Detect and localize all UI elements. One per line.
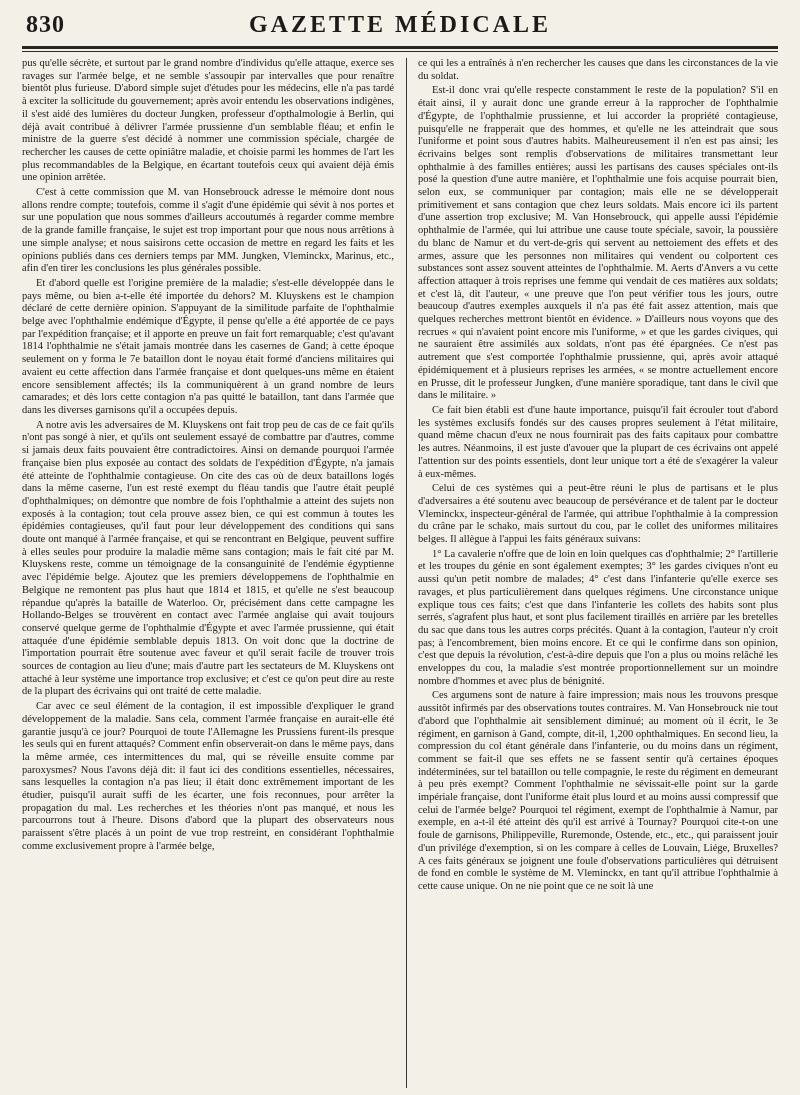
paragraph: C'est à cette commission que M. van Honsebrouck adresse le mémoire dont nous allons rendre compte; toutefois, comme il s'agit d'une épidémie qui sévit à nos portes et sur une population que nous sommes d'ailleurs accoutumés à regarder comme membre de la grande famille française, le sujet est trop important pour que nous nous arrêtions à une simple analyse; et nous saisirons cette occasion de mettre en regard les faits et les opinions publiés dans ces derniers temps par MM. Jungken, Vleminckx, Marinus, etc., afin d'en tirer les conclusions les plus générales possible. (22, 187, 394, 275)
left-column (22, 58, 394, 1088)
journal-title: GAZETTE MÉDICALE (248, 12, 552, 38)
right-column (418, 58, 778, 1088)
page-number: 830 (26, 12, 65, 38)
column-divider (406, 58, 407, 1088)
paragraph: Est-il donc vrai qu'elle respecte constamment le reste de la population? S'il en était ainsi, il y aurait donc une grande erreur à la rapprocher de l'ophthalmie d'Égypte, de l'ophthalmie prussienne, et lui accorder la propriété contagieuse, puisqu'elle ne frapperait que des hommes, et qu'elle ne les atteindrait que sous l'uniforme et point sous d'autres habits. Malheureusement il n'en est pas ainsi; les écrivains belges sont remplis d'observations de militaires transmettant leur ophthalmie à des familles entières; aussi les partisans des causes spéciales ont-ils posé la question d'une autre manière, et l'ophthalmie une fois acquise pourrait bien, selon eux, se communiquer par contagion; mais elle ne se développerait primitivement et sans contagion que chez leurs soldats. Mais encore ici ils partent d'une assertion trop exclusive; M. Van Honsebrouck, qui appelle aussi l'épidémie ophthalmie de l'armée, qui lui attribue une cause toute spéciale, savoir, la poussière du blanc de Namur et du vert-de-gris qui servent au nettoiement des effets et des armes, assure que les personnes non militaires qui vendent ou colportent ces substances sont assez souvent atteintes de l'ophthalmie. M. Aerts d'Anvers a vu cette affection attaquer à trois reprises une femme qui vendait de ces matières aux soldats; et c'est là, dit l'auteur, « une preuve que l'on peut vérifier tous les jours, outre beaucoup d'autres exemples auxquels il n'a pas été fait assez attention, mais que quelques recherches mettront bientôt en évidence. » D'ailleurs nous voyons que des recrues « qui n'avaient point encore mis l'uniforme, » et que les gardes civiques, qui ne sauraient être assimilés aux soldats, n'ont pas été épargnées. Ce n'est pas autrement que s'est comportée l'ophthalmie prussienne, qui, après avoir attaqué épidémiquement et à plusieurs reprises les armées, « se montre actuellement encore en Prusse, dit le professeur Jungken, d'une manière sporadique, tant dans le civil que dans le militaire. » (418, 85, 778, 402)
header-rule-thin (22, 51, 778, 52)
paragraph: ce qui les a entraînés à n'en rechercher les causes que dans les circonstances de la vie du soldat. (418, 58, 778, 82)
page-header (22, 10, 778, 50)
paragraph: Car avec ce seul élément de la contagion, il est impossible d'expliquer le grand développement de la maladie. Sans cela, comment l'armée française en aurait-elle été garantie jusqu'à ce jour? Pourquoi de toute l'Allemagne les Prussiens furent-ils presque les seuls qui en furent attaqués? Comment enfin observerait-on dans le même pays, dans la même armée, ces intermittences du mal, qui se réveille ensuite comme par paroxysmes? Nous l'avons déjà dit: il faut ici des conditions essentielles, nécessaires, sans lesquelles la contagion n'a pas lieu; il était donc extrêmement important de les étudier, puisqu'il aurait suffi de les écarter, une fois reconnues, pour arrêter la propagation du mal. Les recherches et les théories n'ont pas manqué, et nous les parcourrons tout à l'heure. Disons d'abord que la plupart des observateurs nous paraissent s'être placés à un point de vue trop restreint, en considérant l'ophthalmie comme exclusivement propre à l'armée belge, (22, 701, 394, 852)
paragraph: Celui de ces systèmes qui a peut-être réuni le plus de partisans et le plus d'adversaires a été soutenu avec beaucoup de persévérance et de talent par le docteur Vleminckx, inspecteur-général de l'armée, qui attribue l'ophthalmie à la compression du crâne par le schako, mais surtout du cou, par le collet des uniformes militaires belges. Il allègue à l'appui les faits généraux suivans: (418, 483, 778, 546)
paragraph: A notre avis les adversaires de M. Kluyskens ont fait trop peu de cas de ce fait qu'ils n'ont pas songé à nier, et qu'ils ont seulement essayé de combattre par d'autres, comme si jamais deux faits pouvaient être contradictoires. Ainsi on demande pourquoi l'armée française bien plus exposée au contact des soldats de l'expédition d'Égypte, n'a jamais été atteinte de l'ophthalmie contagieuse. On cite des cas où de deux bataillons logés dans la même caserne, l'un est resté exempt du fléau tandis que l'autre était peuplé d'ophthalmiques; on démontre que nombre de fois l'ophthalmie a atteint des sujets non exposés à la contagion; tout cela prouve assez bien, ce qui est commun à toutes les épidémies contagieuses, qu'il faut pour leur développement des conditions qui sans doute ont manqué à l'armée française, et qui se rencontrant en Belgique, peuvent suffire à elles seules pour produire la maladie même sans contagion; mais le fait cité par M. Kluyskens reste, comme un témoignage de la consanguinité de l'endémie égyptienne avec l'épidémie belge. Ajoutez que les premiers développemens de l'ophthalmie en Belgique ne remontent pas plus haut que 1814 et 1815, et qu'elle ne s'est beaucoup répandue qu'après la bataille de Waterloo. Or, précisément dans cette campagne les Hollando-Belges se trouvèrent en contact avec l'armée anglaise qui avait toujours conservé quelque germe de l'ophthalmie d'Égypte et avec l'armée prussienne, qui était attaquée d'une épidémie semblable depuis 1813. On voit donc que la doctrine de l'importation pourrait être soutenue avec faveur et qu'il serait facile de trouver trois sources de contagion au lieu d'une; mais d'autre part les sectateurs de M. Kluyskens ont attaché à leur système une importance trop exclusive; et c'est ce qu'on peut dire au reste de la plupart des écrivains qui ont traité de cette maladie. (22, 419, 394, 698)
paragraph: Et d'abord quelle est l'origine première de la maladie; s'est-elle développée dans le pays même, ou bien a-t-elle été importée du dehors? M. Kluyskens est le champion déclaré de cette dernière opinion. S'appuyant de la similitude parfaite de l'ophthalmie belge avec l'ophthalmie endémique d'Égypte, il pense qu'elle a été apportée de ce pays par l'expédition française; et il apporte en preuve un fait fort remarquable; c'est qu'avant 1814 l'ophthalmie ne s'était jamais montrée dans les casernes de Gand; à cette époque seulement on y forma le 7e bataillon dont le noyau était formé d'anciens militaires qui avaient eu cette affection dans l'armée française et dont quelques-uns même en étaient encore sensiblement affectés; ils la communiquèrent à un grand nombre de leurs camarades; et dès lors cette contagion n'a pas quitté le bataillon, tant dans l'armée que dans les diverses garnisons qu'il a occupées depuis. (22, 277, 394, 416)
paragraph: Ce fait bien établi est d'une haute importance, puisqu'il fait écrouler tout d'abord les systèmes exclusifs fondés sur des causes propres seulement à l'état militaire, quand même chacun d'eux ne nous fournirait pas des faits capitaux pour combattre les autres. Néanmoins, il est juste d'avouer que la plupart de ces écrivains ont appelé l'attention sur des points essentiels, dont leur unique tort a été de s'exagérer la valeur à eux-mêmes. (418, 404, 778, 480)
paragraph: 1° La cavalerie n'offre que de loin en loin quelques cas d'ophthalmie; 2° l'artillerie et les troupes du génie en sont également exemptes; 3° les gardes civiques n'ont eu aussi qu'un petit nombre de malades; 4° c'est dans l'infanterie qu'elle exerce ses ravages, et plus particulièrement dans quelques régimens. Une circonstance unique explique tous ces faits; c'est que dans l'infanterie les collets des habits sont plus serrés, s'agrafent plus haut, et sont plus facilement tiraillés en arrière par les bretelles du sac que dans tous les autres corps précités. Quant à la contagion, l'auteur n'y croit pas; à l'encombrement, bien moins encore. Et ce qui le confirme dans son opinion, c'est que depuis la révolution, c'est-à-dire depuis que l'on a plus ou moins relâché les enveloppes du cou, la maladie s'est montrée proportionnellement sur un moindre nombre d'hommes et avec plus de bénignité. (418, 548, 778, 687)
paragraph: pus qu'elle sécrète, et surtout par le grand nombre d'individus qu'elle attaque, exerce ses ravages sur l'armée belge, et ne semble s'assoupir par intervalles que pour renaître bientôt plus furieuse. D'abord simple sujet d'études pour les médecins, elle n'a pas tardé à exciter la sollicitude du gouvernement; après avoir entendu les observations indigènes, il s'est aidé des lumières du docteur Jungken, professeur d'opthalmologie à Berlin, qui déjà avait contribué à délivrer l'armée prussienne d'un semblable fléau; et enfin le ministre de la guerre s'est décidé à nommer une commission spéciale, chargée de rechercher les causes de cette opiniâtre maladie, et choisie parmi les hommes de l'art les plus recommandables de la Belgique, en écartant toutefois ceux qui avaient déjà émis une opinion arrêtée. (22, 58, 394, 184)
paragraph: Ces argumens sont de nature à faire impression; mais nous les trouvons presque aussitôt infirmés par des observations toutes contraires. M. Van Honsebrouck nie tout d'abord que l'ophthalmie ait sensiblement diminué; au moment où il écrit, le 3e régiment, en garnison à Gand, compte, dit-il, 1,200 ophthalmiques. En second lieu, la compression du col étant générale dans l'infanterie, ou du moins dans un régiment, comment se fait-il que ses effets ne se fassent sentir qu'à certaines époques indéterminées, sur tel bataillon ou telle compagnie, le reste du régiment en demeurant à peu près exempt? Comment l'ophthalmie ne sévissait-elle point sur la garde impériale française, dont l'uniforme était plus lourd et au moins aussi compressif que celui de l'armée belge? Pourquoi tel régiment, exempt de l'ophthalmie à Namur, par exemple, en a-t-il été atteint dès qu'il est arrivé à Tournay? Pourquoi cite-t-on une foule de garnisons, Philippeville, Ruremonde, Ostende, etc., etc., qui paraissent jouir d'un privilége d'exemption, si on les compare à celles de Louvain, Liége, Bruxelles? A ces faits généraux se joignent une foule d'observations particulières qui détruisent de fond en comble le système de M. Vleminckx, en tant qu'il attribue l'ophthalmie à cette cause unique. On ne nie point que ce ne soit là une (418, 690, 778, 892)
header-rule-thick (22, 46, 778, 49)
